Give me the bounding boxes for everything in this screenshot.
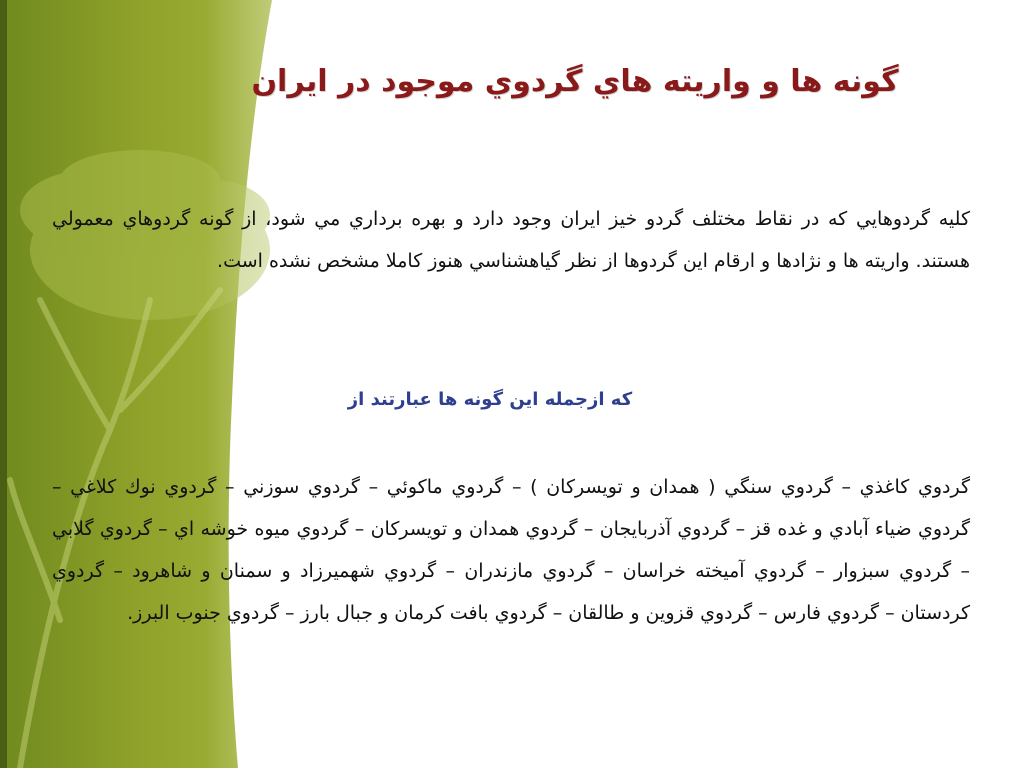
slide-title: گونه ها و واريته هاي گردوي موجود در ايران	[251, 64, 899, 99]
intro-paragraph: كليه گردوهايي كه در نقاط مختلف گردو خيز ايران وجود دارد و بهره برداري مي شود، از گونه گردوهاي معمولي هستند. واريته ها و نژادها و ارقام اين گردوها از نظر گياهشناسي هنوز كاملا مشخص نشده است.	[52, 208, 970, 272]
species-subheading: كه ازجمله اين گونه ها عبارتند از	[347, 389, 633, 410]
species-list-paragraph: گردوي كاغذي – گردوي سنگي ( همدان و تويسركان ) – گردوي ماكوئي – گردوي سوزني – گردوي نوك كلاغي – گردوي ضياء آبادي و غده قز – گردوي آذربايجان – گردوي همدان و تويسركان – گردوي ميوه خوشه اي – گردوي گلابي – گردوي سبزوار – گردوي آميخته خراسان – گردوي مازندران – گردوي شهميرزاد و سمنان و شاهرود – گردوي كردستان – گردوي فارس – گردوي قزوين و طالقان – گردوي بافت كرمان و جبال بارز – گردوي جنوب البرز.	[52, 476, 970, 624]
dark-left-strip	[0, 0, 7, 768]
